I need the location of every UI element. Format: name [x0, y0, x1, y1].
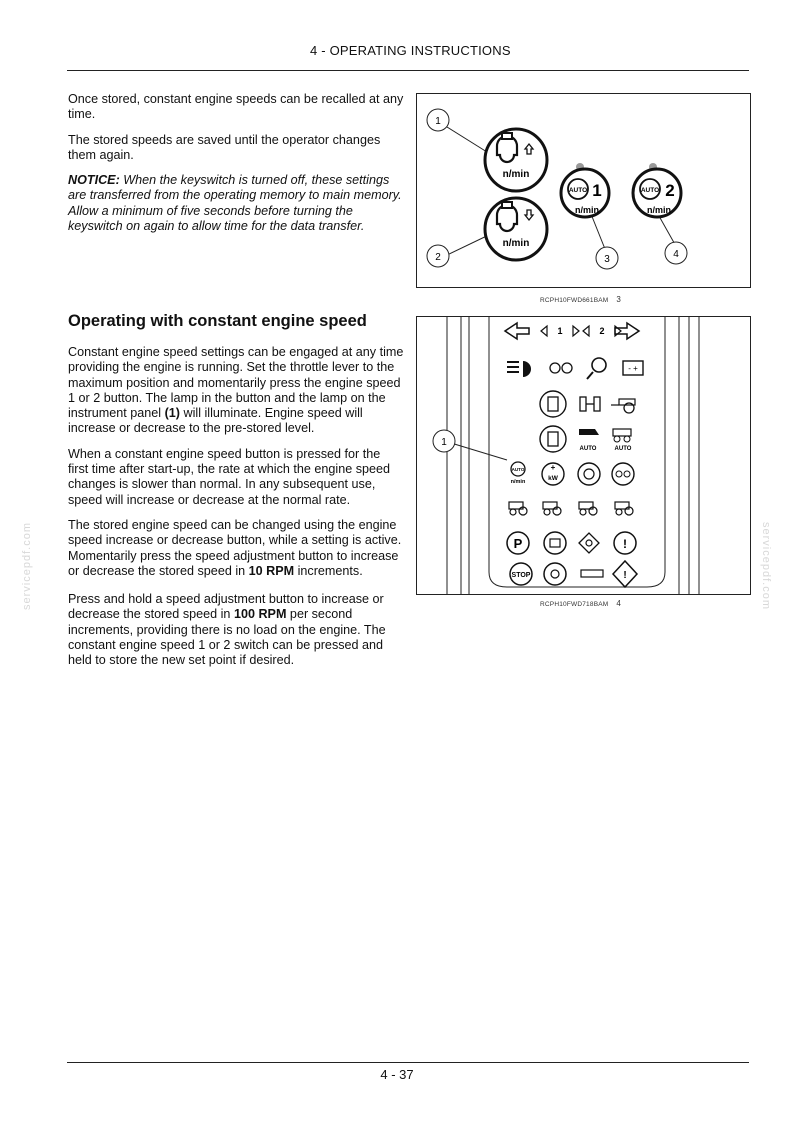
air-filter-icon: [612, 463, 634, 485]
svg-text:2: 2: [599, 326, 605, 336]
tractor-pto-icon: [611, 399, 635, 413]
power-boost-icon: [542, 463, 564, 485]
page-number: 4 - 37: [380, 1067, 414, 1082]
battery-charge-icon: [623, 361, 643, 375]
svg-text:1: 1: [592, 181, 602, 200]
sidelights-icon: [550, 363, 572, 373]
svg-text:AUTO: AUTO: [511, 467, 525, 472]
engine-warning-icon: [578, 463, 600, 485]
watermark-right: servicepdf.com: [759, 522, 772, 610]
engine-speed-decrease-button: [485, 198, 547, 260]
section-heading: Operating with constant engine speed: [68, 312, 367, 330]
figure-4-number: 4: [616, 599, 622, 608]
turn-left-indicator-icon: [505, 323, 529, 339]
svg-text:2: 2: [435, 252, 441, 263]
svg-text:kW: kW: [548, 475, 558, 482]
diff-lock-icon: [540, 391, 566, 417]
svg-text:1: 1: [557, 326, 563, 336]
brake-warning-icon: [544, 532, 566, 554]
section-paragraph-2: When a constant engine speed button is pressed for the first time after start-up, the rate at which the engine speed changes is slower than normal. In any subsequent use, speed will increase or decrease at the normal rate.: [68, 446, 391, 507]
footer-rule: [67, 1062, 749, 1063]
header-rule: [67, 70, 749, 71]
svg-text:!: !: [623, 537, 627, 551]
svg-text:AUTO: AUTO: [614, 446, 632, 452]
notice-label: NOTICE:: [68, 173, 120, 188]
notice-paragraph: [68, 173, 404, 234]
main-beam-icon: [507, 361, 531, 377]
front-axle-icon: [580, 397, 600, 411]
trailer-1-indicator-icon: [541, 326, 579, 336]
section-paragraph-4: Press and hold a speed adjustment button to increase or decrease the stored speed in 100 RPM per second increments, providing there is no load on the engine. The constant engine speed 1 or 2 switch can be pressed and held to store the new set point if desired.: [68, 592, 386, 668]
svg-text:1: 1: [441, 437, 447, 448]
svg-text:n/min: n/min: [502, 238, 530, 249]
stop-warning-icon: [510, 563, 532, 585]
callout-4: [665, 242, 687, 264]
svg-text:+: +: [550, 463, 556, 472]
watermark-left: servicepdf.com: [20, 522, 33, 610]
general-warning-icon: [614, 532, 636, 554]
svg-text:n/min: n/min: [502, 169, 530, 180]
svg-text:AUTO: AUTO: [640, 187, 660, 194]
parking-brake-icon: [507, 532, 529, 554]
svg-text:STOP: STOP: [511, 572, 531, 579]
figure-3-drawing: [417, 94, 750, 287]
constant-speed-1-button: [561, 163, 609, 217]
page-footer: [0, 1067, 794, 1082]
svg-text:n/min: n/min: [510, 479, 526, 485]
svg-text:AUTO: AUTO: [579, 446, 597, 452]
figure-4: [416, 316, 751, 595]
section-paragraph-3: The stored engine speed can be changed using the engine speed increase or decrease button, while a setting is active. Momentarily press the speed adjustment button to increase or decrease the stored speed in 10 RPM increments.: [68, 517, 402, 578]
svg-text:n/min: n/min: [647, 205, 671, 215]
callout-2: [427, 245, 449, 267]
svg-text:3: 3: [604, 254, 610, 265]
section-text: [68, 345, 404, 679]
figure-3: [416, 93, 751, 288]
svg-text:- +: - +: [628, 364, 638, 373]
constant-speed-2-button: [633, 163, 681, 217]
svg-text:P: P: [513, 536, 523, 551]
figure-4-code: RCPH10FWD718BAM: [540, 601, 609, 608]
svg-text:4: 4: [673, 249, 679, 260]
constant-engine-speed-lamp-icon: [511, 462, 526, 485]
callout-3: [596, 247, 618, 269]
svg-text:!: !: [623, 570, 627, 581]
diff-lock-auto-icon: [540, 426, 566, 452]
svg-text:n/min: n/min: [575, 205, 599, 215]
intro-text: [68, 92, 404, 244]
figure-3-code: RCPH10FWD661BAM: [540, 297, 609, 304]
engine-speed-increase-button: [485, 129, 547, 191]
callout-1: [427, 109, 449, 131]
tractor-icons-row: [509, 502, 633, 515]
transmission-warning-icon: [544, 563, 566, 585]
svg-text:AUTO: AUTO: [568, 187, 588, 194]
figure-3-number: 3: [616, 295, 622, 304]
work-lights-icon: [587, 358, 606, 379]
intro-paragraph-1: Once stored, constant engine speeds can be recalled at any time.: [68, 92, 404, 122]
pto-auto-icon: [613, 429, 632, 452]
intro-paragraph-2: The stored speeds are saved until the operator changes them again.: [68, 132, 381, 162]
header-title: 4 - OPERATING INSTRUCTIONS: [310, 43, 511, 58]
hydraulic-filter-icon: [581, 570, 603, 577]
oil-pressure-icon: [579, 533, 599, 553]
callout-1: [433, 430, 455, 452]
figure-4-drawing: [417, 317, 750, 594]
section-paragraph-1: Constant engine speed settings can be engaged at any time providing the engine is running. Set the throttle lever to the maximum position and momentarily press the engine speed 1 or 2 button. The lamp in the button and the lamp on the instrument panel (1) will illuminate. Engine speed will increase or decrease to the pre-stored level.: [68, 345, 404, 436]
turn-right-indicator-icon: [615, 323, 639, 339]
hazard-warning-icon: [613, 561, 637, 587]
figure-4-caption: [540, 599, 621, 608]
svg-text:2: 2: [665, 181, 675, 200]
hitch-auto-icon: [579, 429, 599, 452]
notice-text: When the keyswitch is turned off, these settings are transferred from the operating memory to main memory. Allow a minimum of five seconds before turning the keyswitch on again to allow time for the data transfer.: [68, 173, 402, 234]
figure-3-caption: [540, 295, 621, 304]
svg-text:1: 1: [435, 116, 441, 127]
